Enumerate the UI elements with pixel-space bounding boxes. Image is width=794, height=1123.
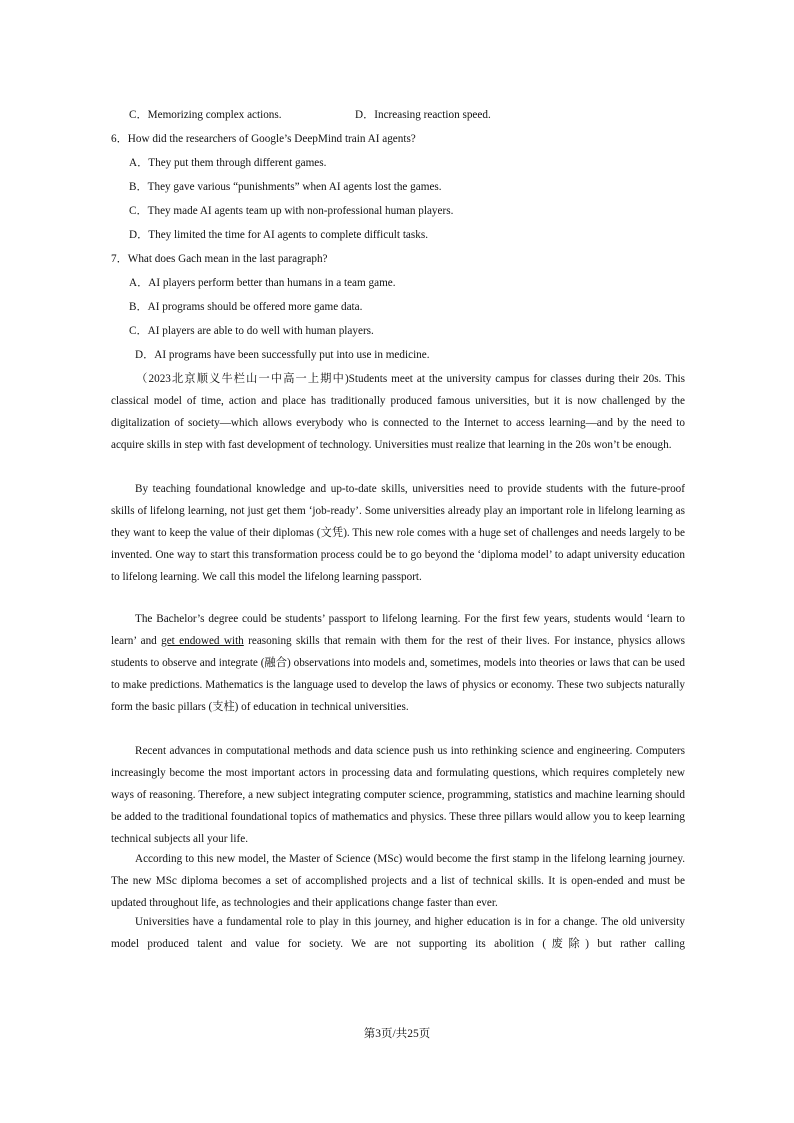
q7-stem: 7．What does Gach mean in the last paragraph? bbox=[111, 253, 328, 265]
q7-option-c: C．AI players are able to do well with human players. bbox=[129, 325, 374, 337]
q6-option-d: D．They limited the time for AI agents to complete difficult tasks. bbox=[129, 229, 428, 241]
passage-paragraph-2 bbox=[111, 478, 685, 588]
passage-paragraph-6 bbox=[111, 911, 685, 955]
passage-p4-text: Recent advances in computational methods and data science push us into rethinking science and engineering. Computers increasingly become the most important actors in processing data and formulating questions, which requires completely new ways of reasoning. Therefore, a new subject integrating computer science, programming, statistics and machine learning should be added to the traditional foundational topics of mathematics and physics. These three pillars would allow you to keep learning technical subjects all your life. bbox=[111, 745, 685, 846]
passage-paragraph-1 bbox=[111, 368, 685, 456]
passage-p2-text: By teaching foundational knowledge and up-to-date skills, universities need to provide students with the future-proof skills of lifelong learning, not just get them ‘job-ready’. Some universities already play an important role in lifelong learning as they want to keep the value of their diplomas (文凭). This new role comes with a huge set of challenges and needs largely to be invented. One way to start this transformation process could be to go beyond the ‘diploma model’ to adapt university education to lifelong learning. We call this model the lifelong learning passport. bbox=[111, 483, 685, 584]
q7-option-b: B．AI programs should be offered more game data. bbox=[129, 301, 363, 313]
passage-p5-text: According to this new model, the Master of Science (MSc) would become the first stamp in the lifelong learning journey. The new MSc diploma becomes a set of accomplished projects and a list of technical skills. It is open-ended and must be updated throughout life, as technologies and their applications change faster than ever. bbox=[111, 853, 685, 910]
underlined-phrase: get endowed with bbox=[161, 635, 244, 648]
q5-options-row bbox=[129, 108, 491, 122]
passage-p3-text-a: The Bachelor’s degree could be students’ passport to lifelong learning. For the first few years, students would ‘learn to learn’ and bbox=[111, 613, 685, 648]
passage-p1-text: （2023北京顺义牛栏山一中高一上期中)Students meet at the university campus for classes during their 20s. This classical model of time, action and place has traditionally produced famous universities, but it is now challenged by the digitalization of society—which allows everybody who is connected to the Internet to access learning—and by the need to acquire skills in step with fast development of technology. Universities must realize that learning in the 20s won’t be enough. bbox=[111, 373, 685, 452]
q5-option-d: D．Increasing reaction speed. bbox=[355, 109, 491, 121]
q7-option-d: D．AI programs have been successfully put into use in medicine. bbox=[135, 349, 430, 361]
q6-option-c: C．They made AI agents team up with non-professional human players. bbox=[129, 205, 454, 217]
q6-option-b: B．They gave various “punishments” when AI agents lost the games. bbox=[129, 181, 442, 193]
q6-option-a: A．They put them through different games. bbox=[129, 157, 327, 169]
page-number-footer: 第3页/共25页 bbox=[363, 1028, 431, 1040]
passage-paragraph-5 bbox=[111, 848, 685, 914]
q6-stem: 6．How did the researchers of Google’s DeepMind train AI agents? bbox=[111, 133, 416, 145]
passage-p6-text: Universities have a fundamental role to play in this journey, and higher education is in for a change. The old university model produced talent and value for society. We are not supporting its abolition (废除) but rather calling bbox=[111, 916, 685, 951]
passage-paragraph-3 bbox=[111, 608, 685, 718]
q7-option-a: A．AI players perform better than humans in a team game. bbox=[129, 277, 396, 289]
q5-option-c: C．Memorizing complex actions. bbox=[129, 109, 282, 121]
passage-paragraph-4 bbox=[111, 740, 685, 850]
passage-p3-text-b: reasoning skills that remain with them for the rest of their lives. For instance, physics allows students to observe and integrate (融合) observations into models and, sometimes, models into theories or laws that can be used to make predictions. Mathematics is the language used to develop the laws of physics or economy. These two subjects naturally form the basic pillars (支柱) of education in technical universities. bbox=[111, 635, 686, 714]
